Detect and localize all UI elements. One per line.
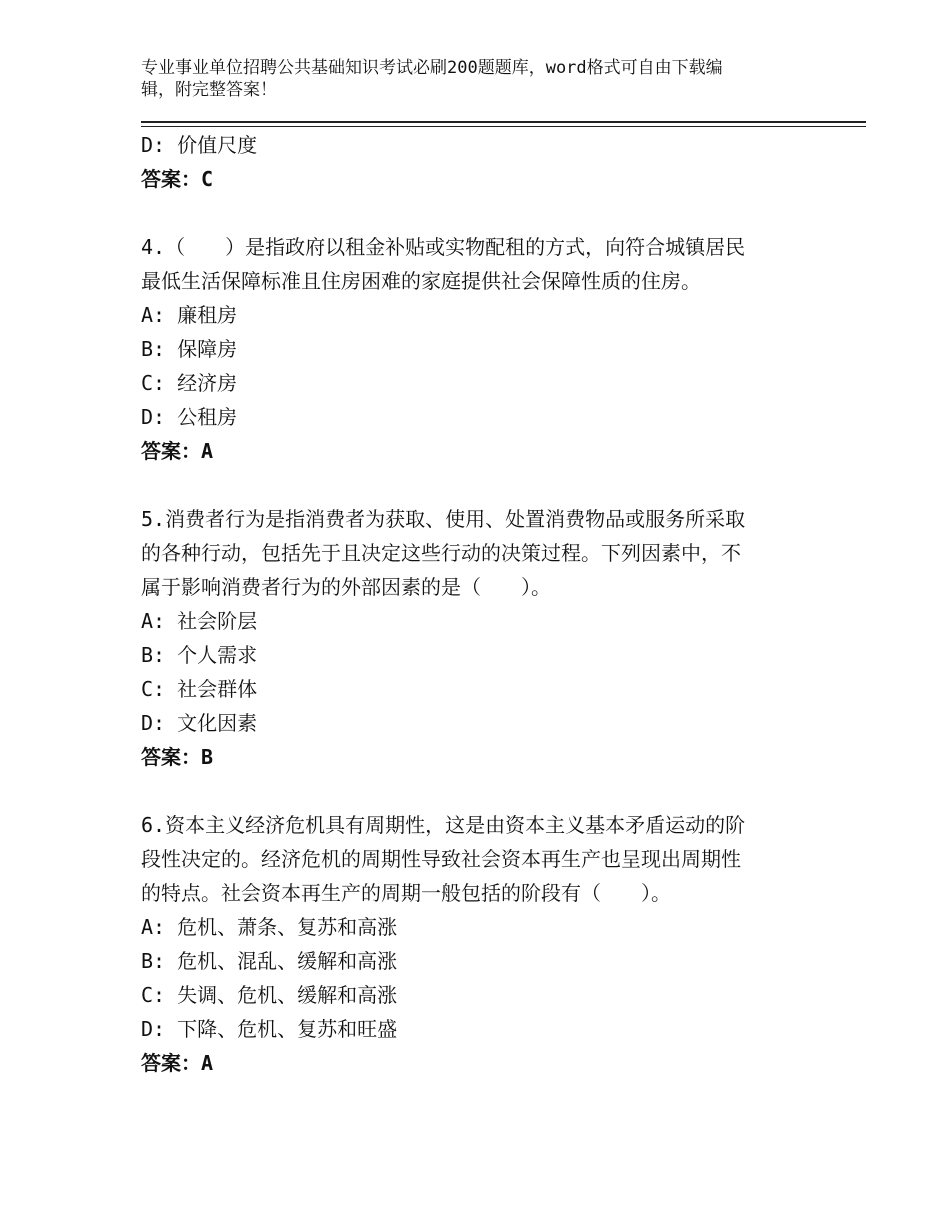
question-3-tail [141,128,801,196]
question-6 [141,808,801,1080]
header-rule-thin [141,126,866,127]
spacer [141,196,801,230]
question-4 [141,230,801,468]
question-stem-line: 属于影响消费者行为的外部因素的是（ ）。 [141,575,551,599]
option-b: B: 危机、混乱、缓解和高涨 [141,949,398,973]
option-a: A: 社会阶层 [141,609,258,633]
answer-label: 答案：B [141,745,214,769]
question-content [141,128,801,1080]
option-d: D: 价值尺度 [141,133,258,157]
question-stem-line: 最低生活保障标准且住房困难的家庭提供社会保障性质的住房。 [141,269,701,293]
option-c: C: 经济房 [141,371,238,395]
question-stem-line: 5.消费者行为是指消费者为获取、使用、处置消费物品或服务所采取 [141,507,746,531]
spacer [141,468,801,502]
answer-label: 答案：C [141,167,214,191]
option-b: B: 个人需求 [141,643,258,667]
option-c: C: 社会群体 [141,677,258,701]
option-c: C: 失调、危机、缓解和高涨 [141,983,398,1007]
spacer [141,774,801,808]
question-stem-line: 段性决定的。经济危机的周期性导致社会资本再生产也呈现出周期性 [141,847,741,871]
option-b: B: 保障房 [141,337,238,361]
page-header [141,57,801,101]
header-line-1: 专业事业单位招聘公共基础知识考试必刷200题题库，word格式可自由下载编 [141,58,723,78]
question-stem-line: 4.（ ）是指政府以租金补贴或实物配租的方式，向符合城镇居民 [141,235,746,259]
question-stem-line: 6.资本主义经济危机具有周期性，这是由资本主义基本矛盾运动的阶 [141,813,746,837]
question-stem-line: 的特点。社会资本再生产的周期一般包括的阶段有（ ）。 [141,881,671,905]
answer-label: 答案：A [141,1051,214,1075]
question-5 [141,502,801,774]
answer-label: 答案：A [141,439,214,463]
option-d: D: 公租房 [141,405,238,429]
option-a: A: 危机、萧条、复苏和高涨 [141,915,398,939]
option-d: D: 文化因素 [141,711,258,735]
question-stem-line: 的各种行动，包括先于且决定这些行动的决策过程。下列因素中，不 [141,541,741,565]
header-rule-thick [141,121,866,123]
option-d: D: 下降、危机、复苏和旺盛 [141,1017,398,1041]
option-a: A: 廉租房 [141,303,238,327]
header-line-2: 辑，附完整答案！ [141,80,277,100]
